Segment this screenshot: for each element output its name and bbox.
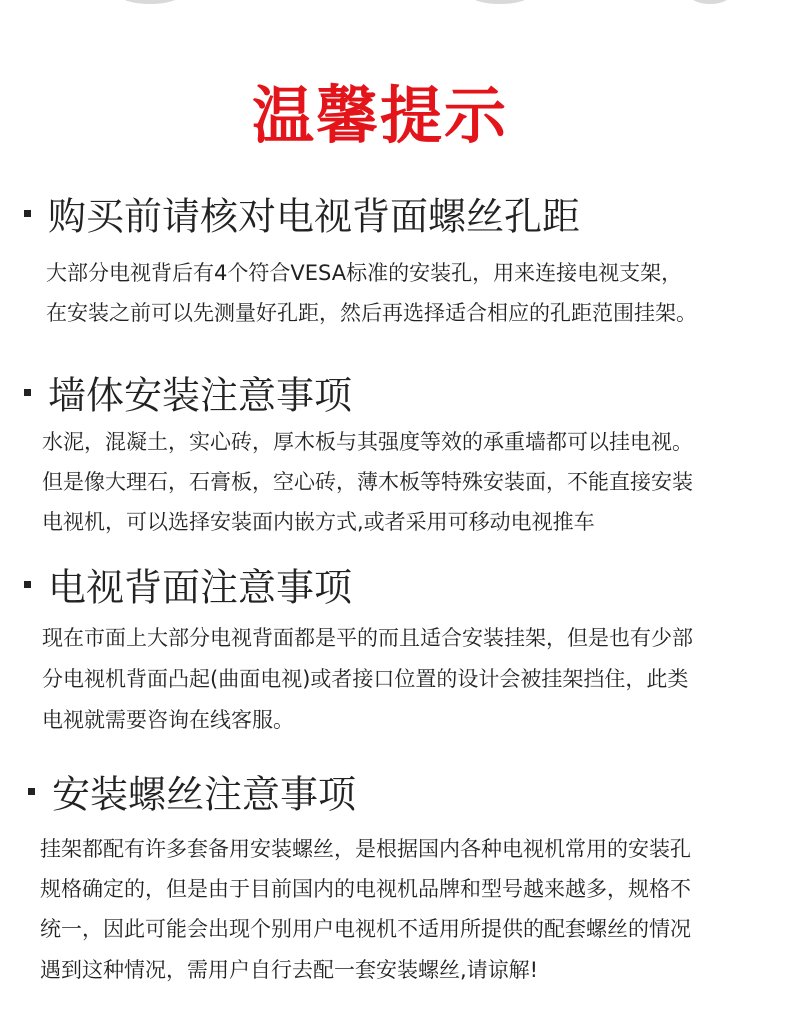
section-heading-text: 购买前请核对电视背面螺丝孔距 xyxy=(48,194,581,239)
paragraph-line: 分电视机背面凸起(曲面电视)或者接口位置的设计会被挂架挡住，此类 xyxy=(42,667,689,691)
paragraph-line: 电视机，可以选择安装面内嵌方式,或者采用可移动电视推车 xyxy=(42,510,595,534)
paragraph-line: 但是像大理石，石膏板，空心砖，薄木板等特殊安装面，不能直接安装 xyxy=(42,470,693,494)
top-edge-shape-mid xyxy=(470,0,530,4)
paragraph-line: 在安装之前可以先测量好孔距，然后再选择适合相应的孔距范围挂架。 xyxy=(46,301,697,325)
paragraph-line: 统一，因此可能会出现个别用户电视机不适用所提供的配套螺丝的情况 xyxy=(40,917,691,941)
section-heading-text: 墙体安装注意事项 xyxy=(48,373,353,418)
paragraph-line: 大部分电视背后有4个符合VESA标准的安装孔，用来连接电视支架， xyxy=(46,261,683,285)
paragraph-line: 挂架都配有许多套备用安装螺丝，是根据国内各种电视机常用的安装孔 xyxy=(40,837,691,861)
paragraph-line: 电视就需要咨询在线客服。 xyxy=(42,708,294,732)
bullet-icon xyxy=(24,210,31,217)
bullet-icon xyxy=(24,389,31,396)
section-heading-text: 安装螺丝注意事项 xyxy=(52,772,357,817)
top-image-edge xyxy=(0,0,790,12)
bullet-icon xyxy=(28,788,35,795)
paragraph-line: 现在市面上大部分电视背面都是平的而且适合安装挂架，但是也有少部 xyxy=(42,626,693,650)
top-edge-shape-left xyxy=(120,0,180,4)
paragraph-line: 规格确定的，但是由于目前国内的电视机品牌和型号越来越多，规格不 xyxy=(40,877,691,901)
section-heading-text: 电视背面注意事项 xyxy=(48,565,353,610)
page-title: 温馨提示 xyxy=(251,79,508,152)
top-edge-shape-right xyxy=(690,0,730,4)
section-heading xyxy=(28,769,356,819)
paragraph-line: 水泥，混凝土，实心砖，厚木板与其强度等效的承重墙都可以挂电视。 xyxy=(42,430,693,454)
section-heading xyxy=(24,370,352,420)
paragraph-line: 遇到这种情况，需用户自行去配一套安装螺丝,请谅解! xyxy=(40,958,539,982)
bullet-icon xyxy=(24,581,31,588)
section-heading xyxy=(24,191,580,241)
section-heading xyxy=(24,562,352,612)
